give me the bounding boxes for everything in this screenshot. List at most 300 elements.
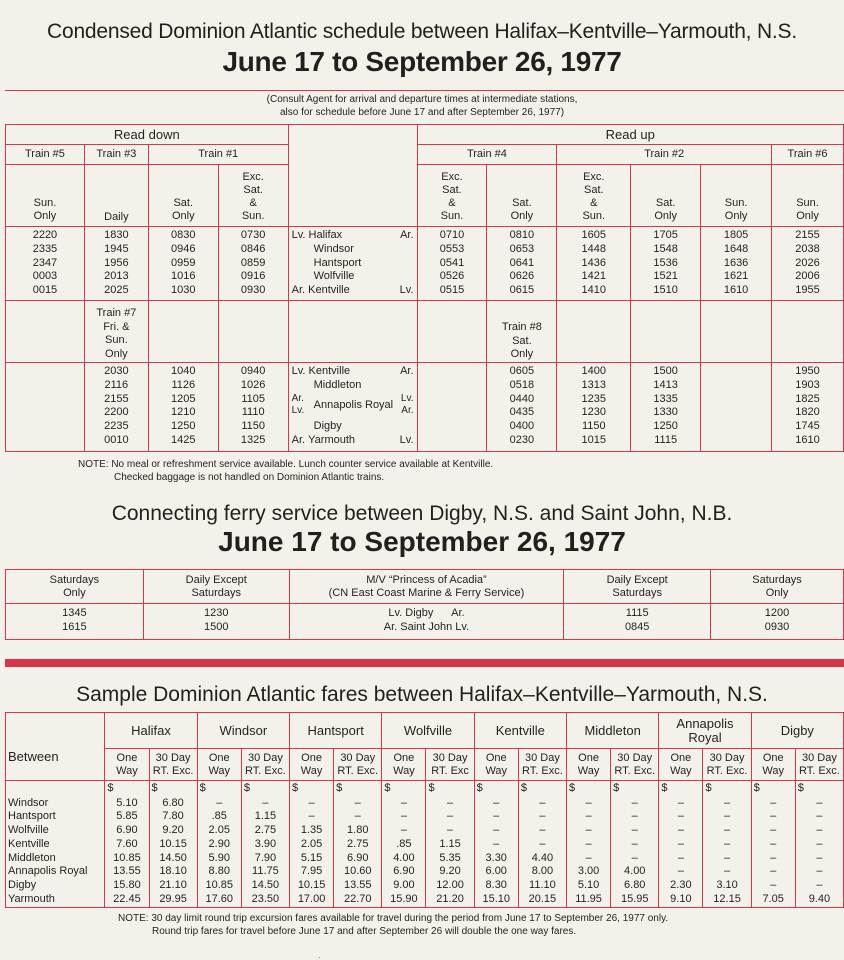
between-label: Between: [6, 713, 105, 781]
fare-value: –: [474, 838, 518, 852]
time-cell: 1200: [764, 607, 790, 619]
fare-value: –: [474, 810, 518, 824]
station-name: Kentville: [308, 284, 350, 297]
divider: [5, 90, 844, 91]
train-2-sat-times: [631, 227, 701, 301]
train-2-header: Train #2: [557, 145, 772, 165]
dollar-sign: $: [426, 781, 474, 797]
fares-note: [118, 912, 668, 938]
fare-value: –: [795, 797, 843, 811]
fare-value: 22.70: [334, 893, 382, 907]
fare-value: 12.15: [703, 893, 751, 907]
dollar-sign: $: [382, 781, 426, 797]
fare-value: –: [751, 838, 795, 852]
lower-stations: Lv. Kentville Ar. Middleton Ar. Lv. Annapolis Royal Lv. Ar. Digby Ar. Yarmouth Lv.: [288, 363, 417, 452]
fare-value: 3.10: [703, 879, 751, 893]
fare-row: [6, 838, 844, 852]
train-4-exc-times: [417, 227, 487, 301]
time-cell: 1413: [653, 378, 678, 391]
time-cell: 0930: [240, 284, 266, 297]
fare-value: –: [751, 865, 795, 879]
train-6-header: Train #6: [772, 145, 844, 165]
consult-line-1: (Consult Agent for arrival and departure times at intermediate stations,: [266, 94, 578, 105]
fare-value: –: [426, 810, 474, 824]
ferry-table: [5, 569, 844, 640]
fare-value: 1.35: [290, 824, 334, 838]
time-cell: 1335: [653, 392, 678, 405]
fare-value: 9.40: [795, 893, 843, 907]
consult-note: [0, 93, 844, 119]
time-cell: 1805: [723, 229, 749, 241]
fare-value: 8.00: [518, 865, 566, 879]
fare-value: 14.50: [241, 879, 289, 893]
time-cell: 1500: [653, 365, 678, 377]
fare-value: 3.00: [566, 865, 610, 879]
fare-value: –: [382, 810, 426, 824]
time-cell: 2030: [104, 365, 129, 377]
time-cell: 1500: [203, 621, 229, 633]
read-down-label: Read down: [6, 125, 289, 145]
train-1-exc-times-lower: [218, 363, 288, 452]
fare-row: [6, 879, 844, 893]
fare-station: Digby: [6, 879, 105, 893]
fare-value: –: [703, 797, 751, 811]
fare-value: .85: [197, 810, 241, 824]
fare-value: 6.80: [149, 797, 197, 811]
fare-value: 5.90: [197, 852, 241, 866]
time-cell: 1510: [653, 284, 678, 297]
fare-value: 2.30: [659, 879, 703, 893]
time-cell: 1400: [581, 365, 607, 377]
time-cell: 0859: [240, 256, 266, 269]
fare-value: 10.85: [197, 879, 241, 893]
fare-value: –: [795, 824, 843, 838]
one-way-header: One Way: [382, 749, 426, 781]
dollar-sign: $: [149, 781, 197, 797]
fare-value: 17.60: [197, 893, 241, 907]
fare-value: 12.00: [426, 879, 474, 893]
train-3-times: [84, 227, 148, 301]
time-cell: 1250: [171, 420, 196, 433]
time-cell: 0553: [439, 242, 465, 255]
time-cell: 1040: [171, 365, 196, 377]
fare-value: 7.60: [105, 838, 149, 852]
dollar-sign: $: [290, 781, 334, 797]
fare-city-header: Hantsport: [290, 713, 382, 749]
time-cell: 1605: [581, 229, 607, 241]
one-way-header: One Way: [105, 749, 149, 781]
ferry-col-2-header: Daily Except Saturdays: [143, 570, 289, 604]
round-trip-header: 30 Day RT. Exc: [426, 749, 474, 781]
time-cell: 0400: [509, 420, 535, 433]
time-cell: Lv. Digby Ar.: [388, 607, 465, 619]
fare-value: 6.90: [382, 865, 426, 879]
fare-value: 6.00: [474, 865, 518, 879]
time-cell: 1705: [653, 229, 678, 241]
fare-value: 11.75: [241, 865, 289, 879]
fare-row: [6, 824, 844, 838]
time-cell: 1745: [795, 420, 820, 433]
fare-value: 20.15: [518, 893, 566, 907]
time-cell: 1210: [171, 406, 196, 419]
dollar-row: [6, 781, 844, 797]
fare-value: –: [795, 852, 843, 866]
fare-value: 2.90: [197, 838, 241, 852]
fare-value: 9.10: [659, 893, 703, 907]
fare-value: 6.80: [611, 879, 659, 893]
printer-mark: .: [318, 950, 321, 960]
time-cell: 2038: [795, 242, 820, 255]
fare-value: –: [566, 852, 610, 866]
train-1-header: Train #1: [148, 145, 288, 165]
time-cell: 0515: [439, 284, 465, 297]
fare-value: 5.10: [105, 797, 149, 811]
fare-value: 4.00: [382, 852, 426, 866]
train-4-sat-times: [487, 227, 557, 301]
fare-value: –: [751, 797, 795, 811]
fare-row: [6, 865, 844, 879]
time-cell: 0010: [104, 433, 129, 446]
fare-value: 5.15: [290, 852, 334, 866]
fare-value: –: [474, 797, 518, 811]
time-cell: 1436: [581, 256, 607, 269]
fare-value: –: [382, 824, 426, 838]
ferry-route: [289, 604, 564, 640]
fare-value: –: [518, 838, 566, 852]
fare-value: –: [751, 852, 795, 866]
time-cell: 0526: [439, 270, 465, 283]
divider-band: [5, 659, 844, 667]
time-cell: 1330: [653, 406, 678, 419]
one-way-header: One Way: [474, 749, 518, 781]
fare-value: –: [426, 797, 474, 811]
time-cell: 0003: [32, 270, 58, 283]
train-5-times: [6, 227, 85, 301]
time-cell: 1313: [581, 378, 607, 391]
fare-value: 6.90: [334, 852, 382, 866]
fare-value: –: [751, 810, 795, 824]
fare-value: –: [611, 838, 659, 852]
exc-sat-sun-header: Exc. Sat. & Sun.: [557, 165, 631, 227]
time-cell: 0946: [171, 242, 196, 255]
time-cell: 0626: [509, 270, 535, 283]
time-cell: 0930: [764, 621, 790, 633]
time-cell: 1115: [654, 433, 678, 446]
time-cell: 1026: [240, 378, 266, 391]
fare-value: 2.75: [241, 824, 289, 838]
fare-value: 21.10: [149, 879, 197, 893]
fare-value: 15.90: [382, 893, 426, 907]
fare-value: 2.05: [290, 838, 334, 852]
fare-station: Kentville: [6, 838, 105, 852]
time-cell: 1830: [104, 229, 129, 241]
time-cell: 0435: [509, 406, 535, 419]
dollar-sign: $: [241, 781, 289, 797]
time-cell: 1825: [795, 392, 820, 405]
fare-value: 22.45: [105, 893, 149, 907]
fare-city-header: Kentville: [474, 713, 566, 749]
fare-value: 9.20: [149, 824, 197, 838]
train-2-exc-times: [557, 227, 631, 301]
fare-value: –: [795, 810, 843, 824]
fare-value: –: [659, 838, 703, 852]
fare-value: 4.00: [611, 865, 659, 879]
time-cell: 0810: [509, 229, 535, 241]
fare-value: 8.80: [197, 865, 241, 879]
ferry-col-4-header: Daily Except Saturdays: [564, 570, 711, 604]
time-cell: 1621: [723, 270, 749, 283]
fares-note-line-2: Round trip fares for travel before June 17 and after September 26 will double the one way fares.: [152, 926, 577, 937]
train-1-exc-times: [218, 227, 288, 301]
fare-value: 11.95: [566, 893, 610, 907]
fare-value: 9.20: [426, 865, 474, 879]
time-cell: 2013: [104, 270, 129, 283]
fare-row: [6, 810, 844, 824]
fare-city-header: Middleton: [566, 713, 658, 749]
station-name: Hantsport: [313, 256, 362, 269]
fare-value: –: [611, 810, 659, 824]
note-line-2: Checked baggage is not handled on Dominion Atlantic trains.: [114, 472, 385, 483]
time-cell: 1610: [795, 433, 820, 446]
fare-value: –: [290, 810, 334, 824]
time-cell: 2235: [104, 420, 129, 433]
fare-value: 4.40: [518, 852, 566, 866]
station-name: Windsor: [313, 242, 354, 255]
time-cell: 0940: [240, 365, 266, 377]
time-cell: 1820: [795, 406, 820, 419]
schedule-title: Condensed Dominion Atlantic schedule between Halifax–Kentville–Yarmouth, N.S.: [47, 20, 797, 43]
fare-city-header: Annapolis Royal: [659, 713, 751, 749]
time-cell: 2116: [104, 378, 129, 391]
time-cell: 2335: [32, 242, 58, 255]
time-cell: 1521: [653, 270, 678, 283]
time-cell: 1115: [625, 607, 649, 619]
fare-row: [6, 852, 844, 866]
time-cell: 0615: [509, 284, 535, 297]
round-trip-header: 30 Day RT. Exc.: [611, 749, 659, 781]
round-trip-header: 30 Day RT. Exc.: [241, 749, 289, 781]
one-way-header: One Way: [751, 749, 795, 781]
fare-value: –: [382, 797, 426, 811]
fare-value: 2.05: [197, 824, 241, 838]
train-2-exc-times-lower: [557, 363, 631, 452]
fare-value: –: [566, 797, 610, 811]
fare-value: –: [197, 797, 241, 811]
fare-value: 7.05: [751, 893, 795, 907]
fare-value: –: [703, 810, 751, 824]
time-cell: 1410: [581, 284, 607, 297]
fare-value: –: [474, 824, 518, 838]
time-cell: 0641: [509, 256, 535, 269]
sun-only-header: Sun. Only: [772, 165, 844, 227]
time-cell: 1230: [203, 607, 229, 619]
dollar-sign: $: [334, 781, 382, 797]
one-way-header: One Way: [290, 749, 334, 781]
time-cell: 1956: [104, 256, 129, 269]
fare-value: –: [611, 824, 659, 838]
fare-value: –: [751, 824, 795, 838]
fare-city-header: Windsor: [197, 713, 289, 749]
schedule-note: [78, 458, 493, 484]
time-cell: 1230: [581, 406, 607, 419]
fare-value: 17.00: [290, 893, 334, 907]
round-trip-header: 30 Day RT. Exc.: [518, 749, 566, 781]
time-cell: 0846: [240, 242, 266, 255]
fare-value: –: [659, 852, 703, 866]
round-trip-header: 30 Day RT. Exc.: [795, 749, 843, 781]
station-row: [292, 243, 414, 257]
fare-value: –: [518, 797, 566, 811]
time-cell: 0541: [439, 256, 465, 269]
ferry-col-5-header: Saturdays Only: [711, 570, 844, 604]
fare-value: 15.80: [105, 879, 149, 893]
exc-sat-sun-header: Exc. Sat. & Sun.: [417, 165, 487, 227]
fare-value: 11.10: [518, 879, 566, 893]
fare-value: 5.35: [426, 852, 474, 866]
fare-value: 7.95: [290, 865, 334, 879]
time-cell: 1615: [62, 621, 87, 633]
train-6-times: [772, 227, 844, 301]
time-cell: 2006: [795, 270, 820, 283]
ferry-col-5-times: [711, 604, 844, 640]
dollar-sign: $: [105, 781, 149, 797]
fare-row: [6, 797, 844, 811]
fare-value: 1.80: [334, 824, 382, 838]
time-cell: 1448: [581, 242, 607, 255]
fare-station: Windsor: [6, 797, 105, 811]
dollar-sign: $: [751, 781, 795, 797]
fare-value: –: [703, 838, 751, 852]
train-4-header: Train #4: [417, 145, 557, 165]
time-cell: 0710: [439, 229, 465, 241]
fare-station: Middleton: [6, 852, 105, 866]
fare-value: 14.50: [149, 852, 197, 866]
time-cell: 1636: [723, 256, 749, 269]
sat-only-header: Sat. Only: [631, 165, 701, 227]
time-cell: 1548: [653, 242, 678, 255]
train-3-header: Train #3: [84, 145, 148, 165]
fares-title: Sample Dominion Atlantic fares between Halifax–Kentville–Yarmouth, N.S.: [76, 683, 768, 706]
time-cell: 2025: [104, 284, 129, 297]
time-cell: 1955: [795, 284, 820, 297]
fare-value: –: [751, 879, 795, 893]
fare-value: 13.55: [105, 865, 149, 879]
time-cell: 1648: [723, 242, 749, 255]
fare-value: –: [611, 852, 659, 866]
fare-value: 3.90: [241, 838, 289, 852]
upper-stations: [288, 227, 417, 301]
train-8-header: Train #8 Sat. Only: [487, 301, 557, 363]
fare-row: [6, 893, 844, 907]
time-cell: 0518: [509, 378, 535, 391]
fare-value: 2.75: [334, 838, 382, 852]
fare-value: 1.15: [241, 810, 289, 824]
fare-value: –: [795, 879, 843, 893]
time-cell: 0230: [509, 433, 535, 446]
time-cell: 1016: [171, 270, 196, 283]
fare-value: 1.15: [426, 838, 474, 852]
time-cell: 0916: [240, 270, 266, 283]
round-trip-header: 30 Day RT. Exc.: [149, 749, 197, 781]
time-cell: 0959: [171, 256, 196, 269]
note-line-1: NOTE: No meal or refreshment service available. Lunch counter service available at Kentville.: [78, 459, 494, 470]
time-cell: 1421: [581, 270, 607, 283]
time-cell: 1150: [581, 420, 606, 433]
fare-station: Annapolis Royal: [6, 865, 105, 879]
dollar-sign: $: [703, 781, 751, 797]
fare-value: 29.95: [149, 893, 197, 907]
one-way-header: One Way: [659, 749, 703, 781]
fare-value: 5.85: [105, 810, 149, 824]
round-trip-header: 30 Day RT. Exc.: [703, 749, 751, 781]
round-trip-header: 30 Day RT. Exc.: [334, 749, 382, 781]
fare-city-header: Wolfville: [382, 713, 474, 749]
daily-header: Daily: [84, 165, 148, 227]
fare-value: 5.10: [566, 879, 610, 893]
fare-value: 10.60: [334, 865, 382, 879]
time-cell: Ar. Saint John Lv.: [383, 621, 470, 633]
one-way-header: One Way: [197, 749, 241, 781]
ferry-vessel-header: M/V “Princess of Acadia” (CN East Coast Marine & Ferry Service): [289, 570, 564, 604]
sat-only-header: Sat. Only: [148, 165, 218, 227]
time-cell: 0730: [240, 229, 266, 241]
fare-value: –: [290, 797, 334, 811]
time-cell: 1105: [241, 392, 265, 405]
fare-value: –: [426, 824, 474, 838]
fare-value: 23.50: [241, 893, 289, 907]
fare-value: –: [334, 797, 382, 811]
time-cell: 1015: [581, 433, 607, 446]
station-name: Wolfville: [313, 270, 355, 283]
time-cell: 2026: [795, 256, 820, 269]
dollar-sign: $: [795, 781, 843, 797]
fare-value: 13.55: [334, 879, 382, 893]
fare-value: 6.90: [105, 824, 149, 838]
fare-value: 9.00: [382, 879, 426, 893]
ferry-col-4-times: [564, 604, 711, 640]
time-cell: 1950: [795, 365, 820, 377]
time-cell: 2155: [104, 392, 129, 405]
station-name: Halifax: [308, 229, 343, 241]
train-7-header: Train #7 Fri. & Sun. Only: [84, 301, 148, 363]
fare-value: –: [334, 810, 382, 824]
train-8-times: [487, 363, 557, 452]
time-cell: 1325: [240, 433, 266, 446]
time-cell: 1205: [171, 392, 196, 405]
time-cell: 0653: [509, 242, 535, 255]
fare-value: –: [659, 824, 703, 838]
fare-value: –: [659, 810, 703, 824]
sun-only-header: Sun. Only: [6, 165, 85, 227]
time-cell: 2347: [32, 256, 58, 269]
time-cell: 0830: [171, 229, 196, 241]
ferry-col-1-times: [6, 604, 144, 640]
fare-value: 7.90: [241, 852, 289, 866]
fare-value: 21.20: [426, 893, 474, 907]
fare-value: –: [703, 865, 751, 879]
time-cell: 2220: [32, 229, 58, 241]
fare-value: 15.95: [611, 893, 659, 907]
fare-station: Yarmouth: [6, 893, 105, 907]
time-cell: 1150: [241, 420, 265, 433]
train-5-header: Train #5: [6, 145, 85, 165]
fare-value: –: [795, 865, 843, 879]
read-up-label: Read up: [417, 125, 843, 145]
time-cell: 1425: [171, 433, 196, 446]
ferry-col-2-times: [143, 604, 289, 640]
fare-value: 8.30: [474, 879, 518, 893]
fare-value: –: [703, 824, 751, 838]
